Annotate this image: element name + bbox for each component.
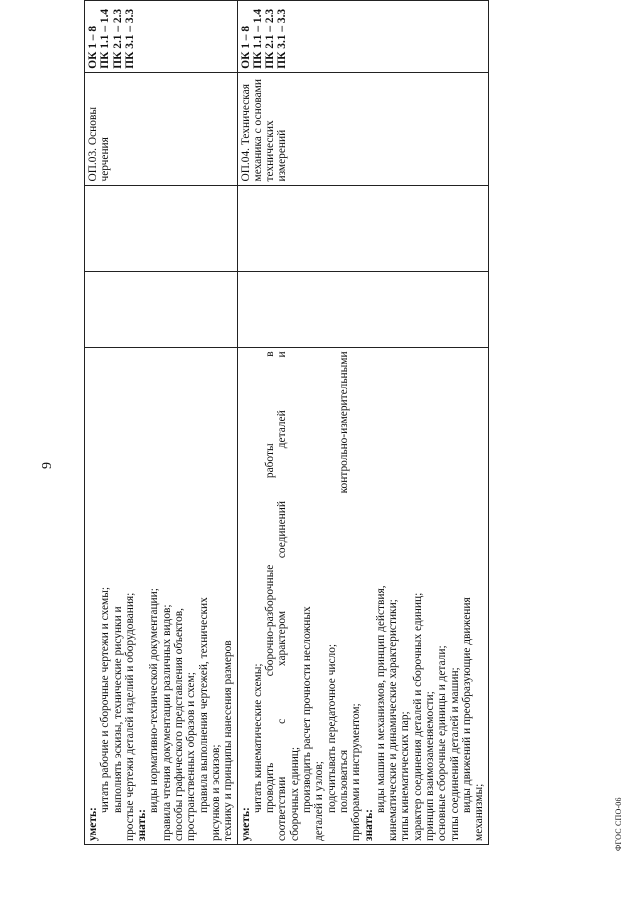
word: соединений bbox=[276, 501, 289, 559]
skill-line: принцип взаимозаменяемости; bbox=[424, 691, 437, 841]
cell-line: ОК 1 – 8 bbox=[239, 25, 252, 69]
cell-line: ОП.03. Основы bbox=[87, 107, 99, 182]
section-heading: уметь: bbox=[239, 807, 252, 841]
discipline-cell bbox=[85, 72, 238, 185]
cell-line: механика с основами bbox=[251, 79, 264, 182]
skill-line: виды машин и механизмов, принцип действия, bbox=[374, 585, 387, 813]
skill-line: виды нормативно-технической документации; bbox=[148, 588, 161, 813]
discipline-cell bbox=[237, 72, 488, 185]
cell-line: ОП.04. Техническая bbox=[239, 84, 252, 182]
cell-line: ПК 3.1 – 3.3 bbox=[276, 8, 289, 69]
skill-line: пространственных образов и схем; bbox=[185, 672, 198, 841]
skill-line: типы соединений деталей и машин; bbox=[448, 667, 461, 841]
competencies-cell bbox=[237, 1, 488, 73]
cell-line: черчения bbox=[99, 137, 112, 182]
empty-cell bbox=[85, 271, 238, 348]
word: деталей bbox=[276, 410, 289, 449]
skill-line: основные сборочные единицы и детали; bbox=[436, 645, 449, 841]
skill-line: читать кинематические схемы; bbox=[251, 663, 264, 813]
section-heading: знать: bbox=[136, 809, 149, 841]
skill-line: технику и принципы нанесения размеров bbox=[222, 640, 235, 841]
cell-line: ПК 2.1 – 2.3 bbox=[111, 8, 124, 69]
skill-line: правила чтения документации различных видов; bbox=[160, 604, 173, 841]
skill-line: деталей и узлов; bbox=[313, 761, 326, 841]
page-number: 9 bbox=[40, 462, 55, 469]
empty-cell bbox=[237, 271, 488, 348]
skill-line: сборочных единиц; bbox=[288, 746, 301, 841]
table-row bbox=[85, 1, 238, 845]
skills-cell bbox=[237, 348, 488, 845]
competencies-cell bbox=[85, 1, 238, 73]
skills-cell bbox=[85, 348, 238, 845]
cell-line: измерений bbox=[276, 129, 289, 182]
word: контрольно-измерительными bbox=[337, 351, 350, 494]
skill-line: простые чертежи деталей изделий и оборудования; bbox=[123, 592, 136, 841]
justified-line bbox=[338, 351, 350, 841]
empty-cell bbox=[85, 185, 238, 271]
word: характером bbox=[276, 610, 289, 667]
word: с bbox=[276, 718, 289, 724]
cell-line: ПК 1.1 – 1.4 bbox=[99, 8, 112, 69]
skill-line: приборами и инструментом; bbox=[350, 703, 363, 841]
skill-line: правила выполнения чертежей, технических bbox=[197, 597, 210, 813]
word: сборочно-разборочные bbox=[264, 564, 277, 677]
footer-standard-code: ФГОС СПО-06 bbox=[614, 797, 623, 851]
skill-line: рисунков и эскизов; bbox=[209, 744, 222, 841]
cell-line: ОК 1 – 8 bbox=[87, 25, 99, 69]
skill-line: типы кинематических пар; bbox=[399, 711, 412, 841]
word: пользоваться bbox=[337, 749, 350, 813]
justified-line bbox=[276, 351, 288, 841]
skill-line: производить расчет прочности несложных bbox=[301, 606, 314, 813]
skill-line: способы графического представления объектов, bbox=[173, 607, 186, 841]
skill-line: виды движений и преобразующие движения bbox=[460, 597, 473, 813]
table-row bbox=[237, 1, 488, 845]
skill-line: механизмы; bbox=[473, 783, 486, 841]
cell-line: ПК 1.1 – 1.4 bbox=[251, 8, 264, 69]
cell-line: технических bbox=[264, 120, 277, 182]
skill-line: читать рабочие и сборочные чертежи и схемы; bbox=[99, 586, 112, 813]
skill-line: характер соединения деталей и сборочных единиц; bbox=[411, 592, 424, 841]
word: работы bbox=[264, 443, 277, 479]
word: проводить bbox=[264, 762, 277, 813]
skill-line: выполнять эскизы, технические рисунки и bbox=[111, 606, 124, 813]
cell-line: ПК 3.1 – 3.3 bbox=[123, 8, 136, 69]
word: и bbox=[276, 351, 289, 358]
skill-line: кинематические и динамические характеристики; bbox=[387, 599, 400, 841]
curriculum-table bbox=[84, 0, 489, 845]
skill-line: подсчитывать передаточное число; bbox=[325, 643, 338, 813]
section-heading: знать: bbox=[362, 809, 375, 841]
section-heading: уметь: bbox=[87, 807, 99, 841]
cell-line: ПК 2.1 – 2.3 bbox=[264, 8, 277, 69]
word: в bbox=[264, 351, 277, 357]
justified-line bbox=[264, 351, 276, 841]
empty-cell bbox=[237, 185, 488, 271]
word: соответствии bbox=[276, 776, 289, 841]
